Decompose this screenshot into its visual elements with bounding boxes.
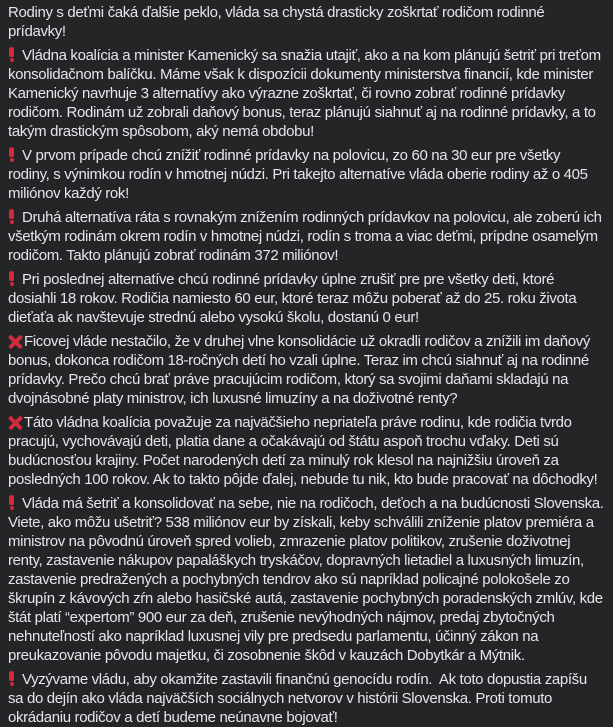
red-cross-icon xyxy=(8,415,23,429)
red-exclamation-icon xyxy=(8,47,15,62)
red-exclamation-icon xyxy=(8,147,15,162)
paragraph-text: Vyzývame vládu, aby okamžite zastavili finančnú genocídu rodín. Ak toto dopustia zapíšu sa do dejín ako vláda najväčších sociálnych netvorov v histórii Slovenska. Proti tomuto okrádaniu rodičov a detí budeme neúnavne bojovať! xyxy=(8,671,591,726)
post-paragraph xyxy=(8,413,605,489)
post-paragraph xyxy=(8,332,605,408)
paragraph-text: Pri poslednej alternatíve chcú rodinné prídavky úplne zrušiť pre pre všetky deti, ktoré dosiahli 18 rokov. Rodičia namiesto 60 eur, ktoré teraz môžu poberať až do 25. roku života dieťaťa ak navštevuje strednú alebo vysokú školu, dostanú 0 eur! xyxy=(8,271,581,326)
paragraph-text: Druhá alternatíva ráta s rovnakým znížením rodinných prídavkov na polovicu, ale zoberú ich všetkým rodinám okrem rodín v hmotnej núdzi, rodín s troma a viac deťmi, prípdne osamelým rodičom. Takto plánujú zobrať rodinám 372 miliónov! xyxy=(8,209,606,264)
paragraph-text: Táto vládna koalícia považuje za najväčšieho nepriateľa práve rodinu, kde rodičia tvrdo pracujú, vychovávajú deti, platia dane a očakávajú od štátu aspoň trochu vďaky. Deti sú budúcnosťou krajiny. Počet narodených detí za minulý rok klesol na najnižšiu úroveň za posledných 100 rokov. Ak to takto pôjde ďalej, nebude tu nik, kto bude pracovať na dôchodky! xyxy=(8,414,598,488)
post-paragraph xyxy=(8,3,605,41)
post-paragraph xyxy=(8,270,605,327)
paragraph-text: V prvom prípade chcú znížiť rodinné prídavky na polovicu, zo 60 na 30 eur pre všetky rodiny, s výnimkou rodín v hmotnej núdzi. Pri takejto alternatíve vláda oberie rodiny až o 405 miliónov každý rok! xyxy=(8,147,592,202)
paragraph-text: Vládna koalícia a minister Kamenický sa snažia utajiť, ako a na kom plánujú šetriť pri treťom konsolidačnom balíčku. Máme však k dispozícii dokumenty ministerstva financií, kde minister Kamenický navrhuje 3 alternatívy ako výrazne zoškrtať, či rovno zobrať rodinné prídavky rodičom. Rodinám už zobrali daňový bonus, teraz plánujú siahnuť aj na rodinné prídavky, a to takým drastickým spôsobom, aký nemá obdobu! xyxy=(8,47,605,140)
red-cross-icon xyxy=(8,334,23,348)
post-paragraph xyxy=(8,208,605,265)
paragraph-text: Vláda má šetriť a konsolidovať na sebe, nie na rodičoch, deťoch a na budúcnosti Slovenska. Viete, ako môžu ušetriť? 538 miliónov eur by získali, keby schválili zníženie platov premiéra a ministrov na pôvodnú úroveň spred volieb, zmrazenie platov politikov, zrušenie doživotnej renty, zastavenie nákupov papaláškych tryskáčov, dopravných lietadiel a luxusných limuzín, zastavenie predražených a pochybných tendrov ako sú napríklad policajné polokošele zo škrupín z kávových zŕn alebo hasičské autá, zastavenie pochybných poradenských zmlúv, kde štát platí “expertom” 900 eur za deň, zrušenie nevýhodných nájmov, predaj zbytočných nehnuteľností ako napríklad luxusnej vily pre predsedu parlamentu, účinný zákon na preukazovanie pôvodu majetku, či zosobnenie škôd v kauzách Dobytkár a Mýtnik. xyxy=(8,495,608,664)
post-paragraph xyxy=(8,670,605,727)
paragraph-text: Rodiny s deťmi čaká ďalšie peklo, vláda sa chystá drasticky zoškrtať rodičom rodinné prídavky! xyxy=(8,4,549,40)
red-exclamation-icon xyxy=(8,271,15,286)
paragraph-text: Ficovej vláde nestačilo, že v druhej vlne konsolidácie už okradli rodičov a znížili im daňový bonus, dokonca rodičom 18-ročných detí ho vzali úplne. Teraz im chcú siahnuť aj na rodinné prídavky. Prečo chcú brať práve pracujúcim rodičom, ktorý sa svojimi daňami skladajú na dvojnásobné platy ministrov, ich luxusné limuzíny a na doživotné renty? xyxy=(8,333,594,407)
red-exclamation-icon xyxy=(8,671,15,686)
post-paragraph xyxy=(8,494,608,665)
red-exclamation-icon xyxy=(8,209,15,224)
red-exclamation-icon xyxy=(8,495,15,510)
post-paragraph xyxy=(8,46,605,141)
post-paragraph xyxy=(8,146,605,203)
